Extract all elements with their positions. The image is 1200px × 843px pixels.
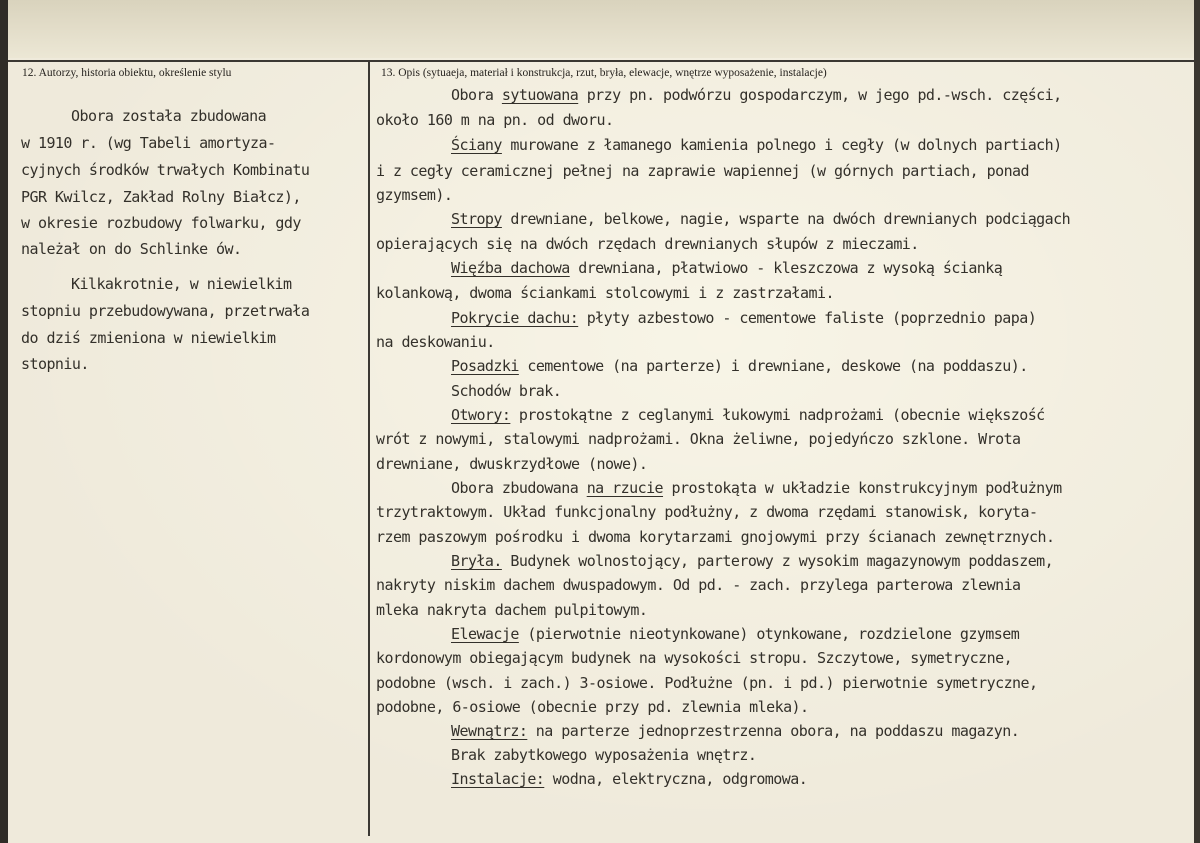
line-text: cementowe (na parterze) i drewniane, deskowe (na poddaszu).	[518, 357, 1028, 375]
underlined-heading: na rzucie	[586, 479, 664, 497]
line-text: prostokąta w układzie konstrukcyjnym podłużnym	[663, 479, 1062, 497]
underlined-heading: Bryła.	[451, 552, 502, 570]
line-text: Budynek wolnostojący, parterowy z wysokim magazynowym poddaszem,	[501, 552, 1054, 570]
underlined-heading: Posadzki	[451, 357, 519, 375]
line-text: Brak zabytkowego wyposażenia wnętrz.	[451, 746, 757, 764]
history-line	[21, 355, 89, 373]
description-line	[376, 503, 1038, 521]
line-text: kolankową, dwoma ściankami stolcowymi i z zastrzałami.	[376, 284, 834, 302]
description-line	[451, 86, 1062, 104]
description-line	[376, 698, 809, 716]
history-line	[21, 134, 275, 152]
page-left-edge	[0, 0, 8, 843]
page-right-edge	[1194, 0, 1200, 843]
description-line	[376, 284, 834, 302]
underlined-heading: Stropy	[451, 210, 502, 228]
line-text: Obora	[451, 86, 502, 104]
description-line	[451, 309, 1036, 327]
line-text: stopniu.	[21, 355, 89, 373]
line-text: (pierwotnie nieotynkowane) otynkowane, rozdzielone gzymsem	[518, 625, 1020, 643]
description-line	[451, 357, 1028, 375]
line-text: drewniane, dwuskrzydłowe (nowe).	[376, 455, 648, 473]
description-line	[376, 186, 452, 204]
description-line	[376, 455, 647, 473]
line-text: opierających się na dwóch rzędach drewnianych słupów z mieczami.	[376, 235, 919, 253]
line-text: cyjnych środków trwałych Kombinatu	[21, 161, 310, 179]
form-horizontal-rule	[8, 60, 1194, 62]
history-line	[21, 161, 309, 179]
description-line	[376, 576, 1021, 594]
history-line	[21, 302, 309, 320]
section-13-header: 13. Opis (sytuaeja, materiał i konstrukcja, rzut, bryła, elewacje, wnętrze wyposażenie, instalacje)	[381, 67, 827, 79]
line-text: PGR Kwilcz, Zakład Rolny Białcz),	[21, 188, 301, 206]
line-text: około 160 m na pn. od dworu.	[376, 111, 614, 129]
form-column-divider	[368, 60, 370, 836]
line-text: rzem paszowym pośrodku i dwoma korytarzami gnojowymi przy ścianach zewnętrznych.	[376, 528, 1055, 546]
underlined-heading: Instalacje:	[451, 770, 545, 788]
line-text: Obora została zbudowana	[71, 107, 267, 125]
history-line	[71, 107, 266, 125]
line-text: w okresie rozbudowy folwarku, gdy	[21, 214, 301, 232]
line-text: prostokątne z ceglanymi łukowymi nadprożami (obecnie większość	[510, 406, 1045, 424]
line-text: drewniane, belkowe, nagie, wsparte na dwóch drewnianych podciągach	[501, 210, 1071, 228]
line-text: podobne (wsch. i zach.) 3-osiowe. Podłużne (pn. i pd.) pierwotnie symetryczne,	[376, 674, 1038, 692]
description-line	[376, 235, 919, 253]
underlined-heading: Otwory:	[451, 406, 511, 424]
description-line	[451, 552, 1053, 570]
description-line	[451, 625, 1019, 643]
line-text: stopniu przebudowywana, przetrwała	[21, 302, 310, 320]
description-line	[376, 674, 1038, 692]
line-text: płyty azbestowo - cementowe faliste (poprzednio papa)	[578, 309, 1037, 327]
description-line	[451, 136, 1062, 154]
description-line	[451, 479, 1062, 497]
description-line	[376, 649, 1012, 667]
description-line	[451, 722, 1019, 740]
line-text: gzymsem).	[376, 186, 453, 204]
line-text: podobne, 6-osiowe (obecnie przy pd. zlewnia mleka).	[376, 698, 809, 716]
line-text: wodna, elektryczna, odgromowa.	[544, 770, 808, 788]
description-line	[376, 528, 1054, 546]
line-text: i z cegły ceramicznej pełnej na zaprawie wapiennej (w górnych partiach, ponad	[376, 162, 1030, 180]
history-line	[71, 275, 292, 293]
history-line	[21, 188, 301, 206]
line-text: kordonowym obiegającym budynek na wysokości stropu. Szczytowe, symetryczne,	[376, 649, 1013, 667]
description-line	[376, 601, 647, 619]
line-text: do dziś zmieniona w niewielkim	[21, 329, 276, 347]
history-line	[21, 240, 242, 258]
section-12-header: 12. Autorzy, historia obiektu, określenie stylu	[22, 67, 232, 79]
line-text: w 1910 r. (wg Tabeli amortyza-	[21, 134, 276, 152]
description-line	[376, 111, 613, 129]
line-text: Schodów brak.	[451, 382, 562, 400]
line-text: mleka nakryta dachem pulpitowym.	[376, 601, 648, 619]
description-line	[451, 770, 807, 788]
page-top-edge	[0, 0, 1200, 58]
line-text: przy pn. podwórzu gospodarczym, w jego pd.-wsch. części,	[578, 86, 1062, 104]
line-text: drewniana, płatwiowo - kleszczowa z wysoką ścianką	[569, 259, 1003, 277]
description-line	[451, 746, 756, 764]
line-text: na parterze jednoprzestrzenna obora, na poddaszu magazyn.	[527, 722, 1020, 740]
description-line	[451, 406, 1045, 424]
line-text: na deskowaniu.	[376, 333, 495, 351]
history-line	[21, 329, 275, 347]
underlined-heading: sytuowana	[501, 86, 579, 104]
line-text: Kilkakrotnie, w niewielkim	[71, 275, 292, 293]
line-text: murowane z łamanego kamienia polnego i cegły (w dolnych partiach)	[501, 136, 1062, 154]
underlined-heading: Więźba dachowa	[451, 259, 570, 277]
underlined-heading: Wewnątrz:	[451, 722, 528, 740]
underlined-heading: Elewacje	[451, 625, 519, 643]
line-text: Obora zbudowana	[451, 479, 587, 497]
line-text: nakryty niskim dachem dwuspadowym. Od pd. - zach. przylega parterowa zlewnia	[376, 576, 1021, 594]
line-text: wrót z nowymi, stalowymi nadprożami. Okna żeliwne, pojedyńczo szklone. Wrota	[376, 430, 1021, 448]
description-line	[376, 333, 495, 351]
history-line	[21, 214, 301, 232]
underlined-heading: Ściany	[451, 136, 502, 154]
description-line	[451, 210, 1070, 228]
description-line	[376, 430, 1021, 448]
description-line	[451, 382, 561, 400]
underlined-heading: Pokrycie dachu:	[451, 309, 579, 327]
line-text: należał on do Schlinke ów.	[21, 240, 242, 258]
line-text: trzytraktowym. Układ funkcjonalny podłużny, z dwoma rzędami stanowisk, koryta-	[376, 503, 1038, 521]
description-line	[451, 259, 1002, 277]
description-line	[376, 162, 1029, 180]
